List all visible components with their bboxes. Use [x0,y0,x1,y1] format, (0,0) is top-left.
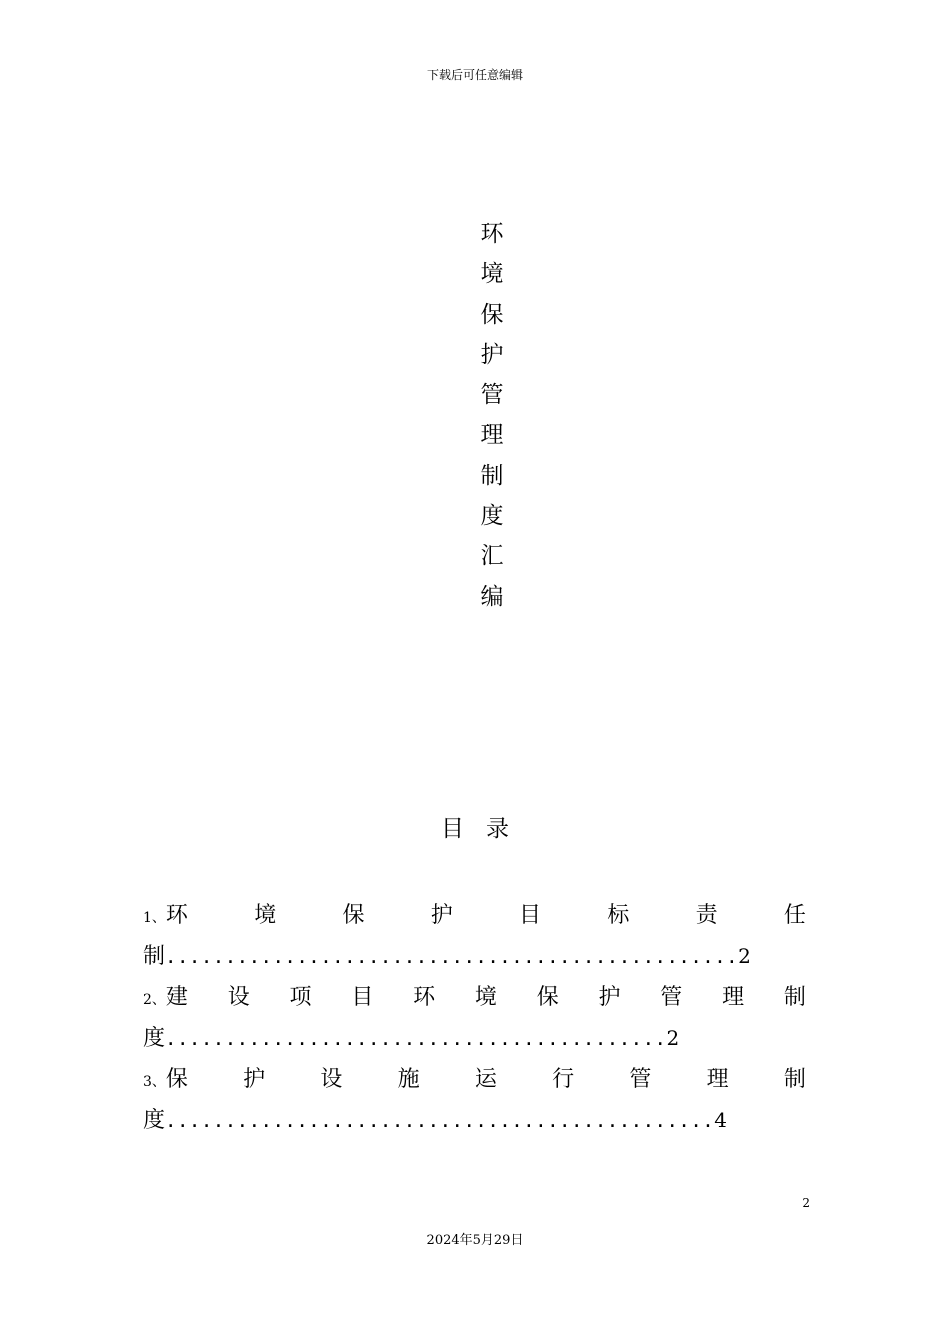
toc-dot-leader: .............................................. [165,1110,715,1132]
toc-entry-head [143,895,188,936]
toc-entry-char: 目 [519,903,542,928]
toc-entry-number: 1、 [143,910,166,926]
page-number: 2 [802,1196,810,1210]
toc-entry-char: 度 [143,1108,166,1133]
document-title [470,214,514,617]
toc-dot-leader: .......................................... [165,1028,667,1050]
toc-entry-1[interactable] [143,895,806,977]
toc-entry-number: 2、 [143,992,166,1008]
title-char: 境 [480,261,504,288]
toc-entry-char: 保 [536,985,559,1010]
toc-entry-3[interactable] [143,1059,806,1141]
toc-page-number: 4 [714,1108,727,1132]
toc-entry-char: 保 [165,1067,188,1092]
toc-entry-number: 3、 [143,1074,166,1090]
toc-entry-2[interactable] [143,977,806,1059]
table-of-contents [143,895,806,1141]
toc-entry-char: 管 [629,1067,652,1092]
toc-entry-title-row [143,977,806,1018]
toc-entry-leader-row [143,1100,806,1141]
title-char: 理 [480,422,504,449]
toc-entry-char: 护 [243,1067,266,1092]
toc-entry-char: 境 [254,903,277,928]
toc-entry-char: 护 [430,903,453,928]
toc-entry-char: 行 [552,1067,575,1092]
toc-entry-char: 理 [722,985,745,1010]
title-char: 管 [480,382,504,409]
title-char: 汇 [480,543,504,570]
title-char: 护 [480,341,504,368]
toc-entry-char: 目 [351,985,374,1010]
toc-entry-char: 护 [598,985,621,1010]
toc-entry-title-row [143,1059,806,1100]
toc-page-number: 2 [738,944,751,968]
toc-entry-leader-row [143,936,806,977]
footer-date: 2024年5月29日 [426,1233,524,1248]
toc-heading: 目录 [441,816,531,842]
toc-entry-char: 度 [143,1026,166,1051]
toc-entry-char: 项 [289,985,312,1010]
toc-dot-leader: ................................................ [165,946,739,968]
toc-entry-char: 标 [607,903,630,928]
toc-entry-char: 环 [413,985,436,1010]
toc-entry-leader-row [143,1018,806,1059]
toc-entry-char: 制 [143,944,166,969]
toc-page-number: 2 [666,1026,680,1050]
toc-entry-char: 设 [320,1067,343,1092]
toc-entry-char: 境 [474,985,497,1010]
toc-entry-title-row [143,895,806,936]
toc-entry-char: 制 [783,1067,806,1092]
toc-entry-char: 环 [165,903,188,928]
toc-entry-char: 施 [397,1067,420,1092]
toc-entry-char: 设 [227,985,250,1010]
title-char: 保 [480,301,504,328]
toc-entry-char: 理 [706,1067,729,1092]
toc-entry-head [143,1059,188,1100]
toc-entry-char: 建 [165,985,188,1010]
toc-entry-char: 运 [474,1067,497,1092]
title-char: 制 [480,462,504,489]
page-header: 下载后可任意编辑 [426,68,523,82]
toc-entry-char: 制 [783,985,806,1010]
title-char: 度 [480,503,504,530]
toc-entry-char: 保 [342,903,365,928]
toc-entry-head [143,977,188,1018]
title-char: 编 [480,583,504,610]
toc-entry-char: 责 [695,903,718,928]
toc-entry-char: 管 [660,985,683,1010]
toc-entry-char: 任 [783,903,806,928]
title-char: 环 [480,221,504,247]
